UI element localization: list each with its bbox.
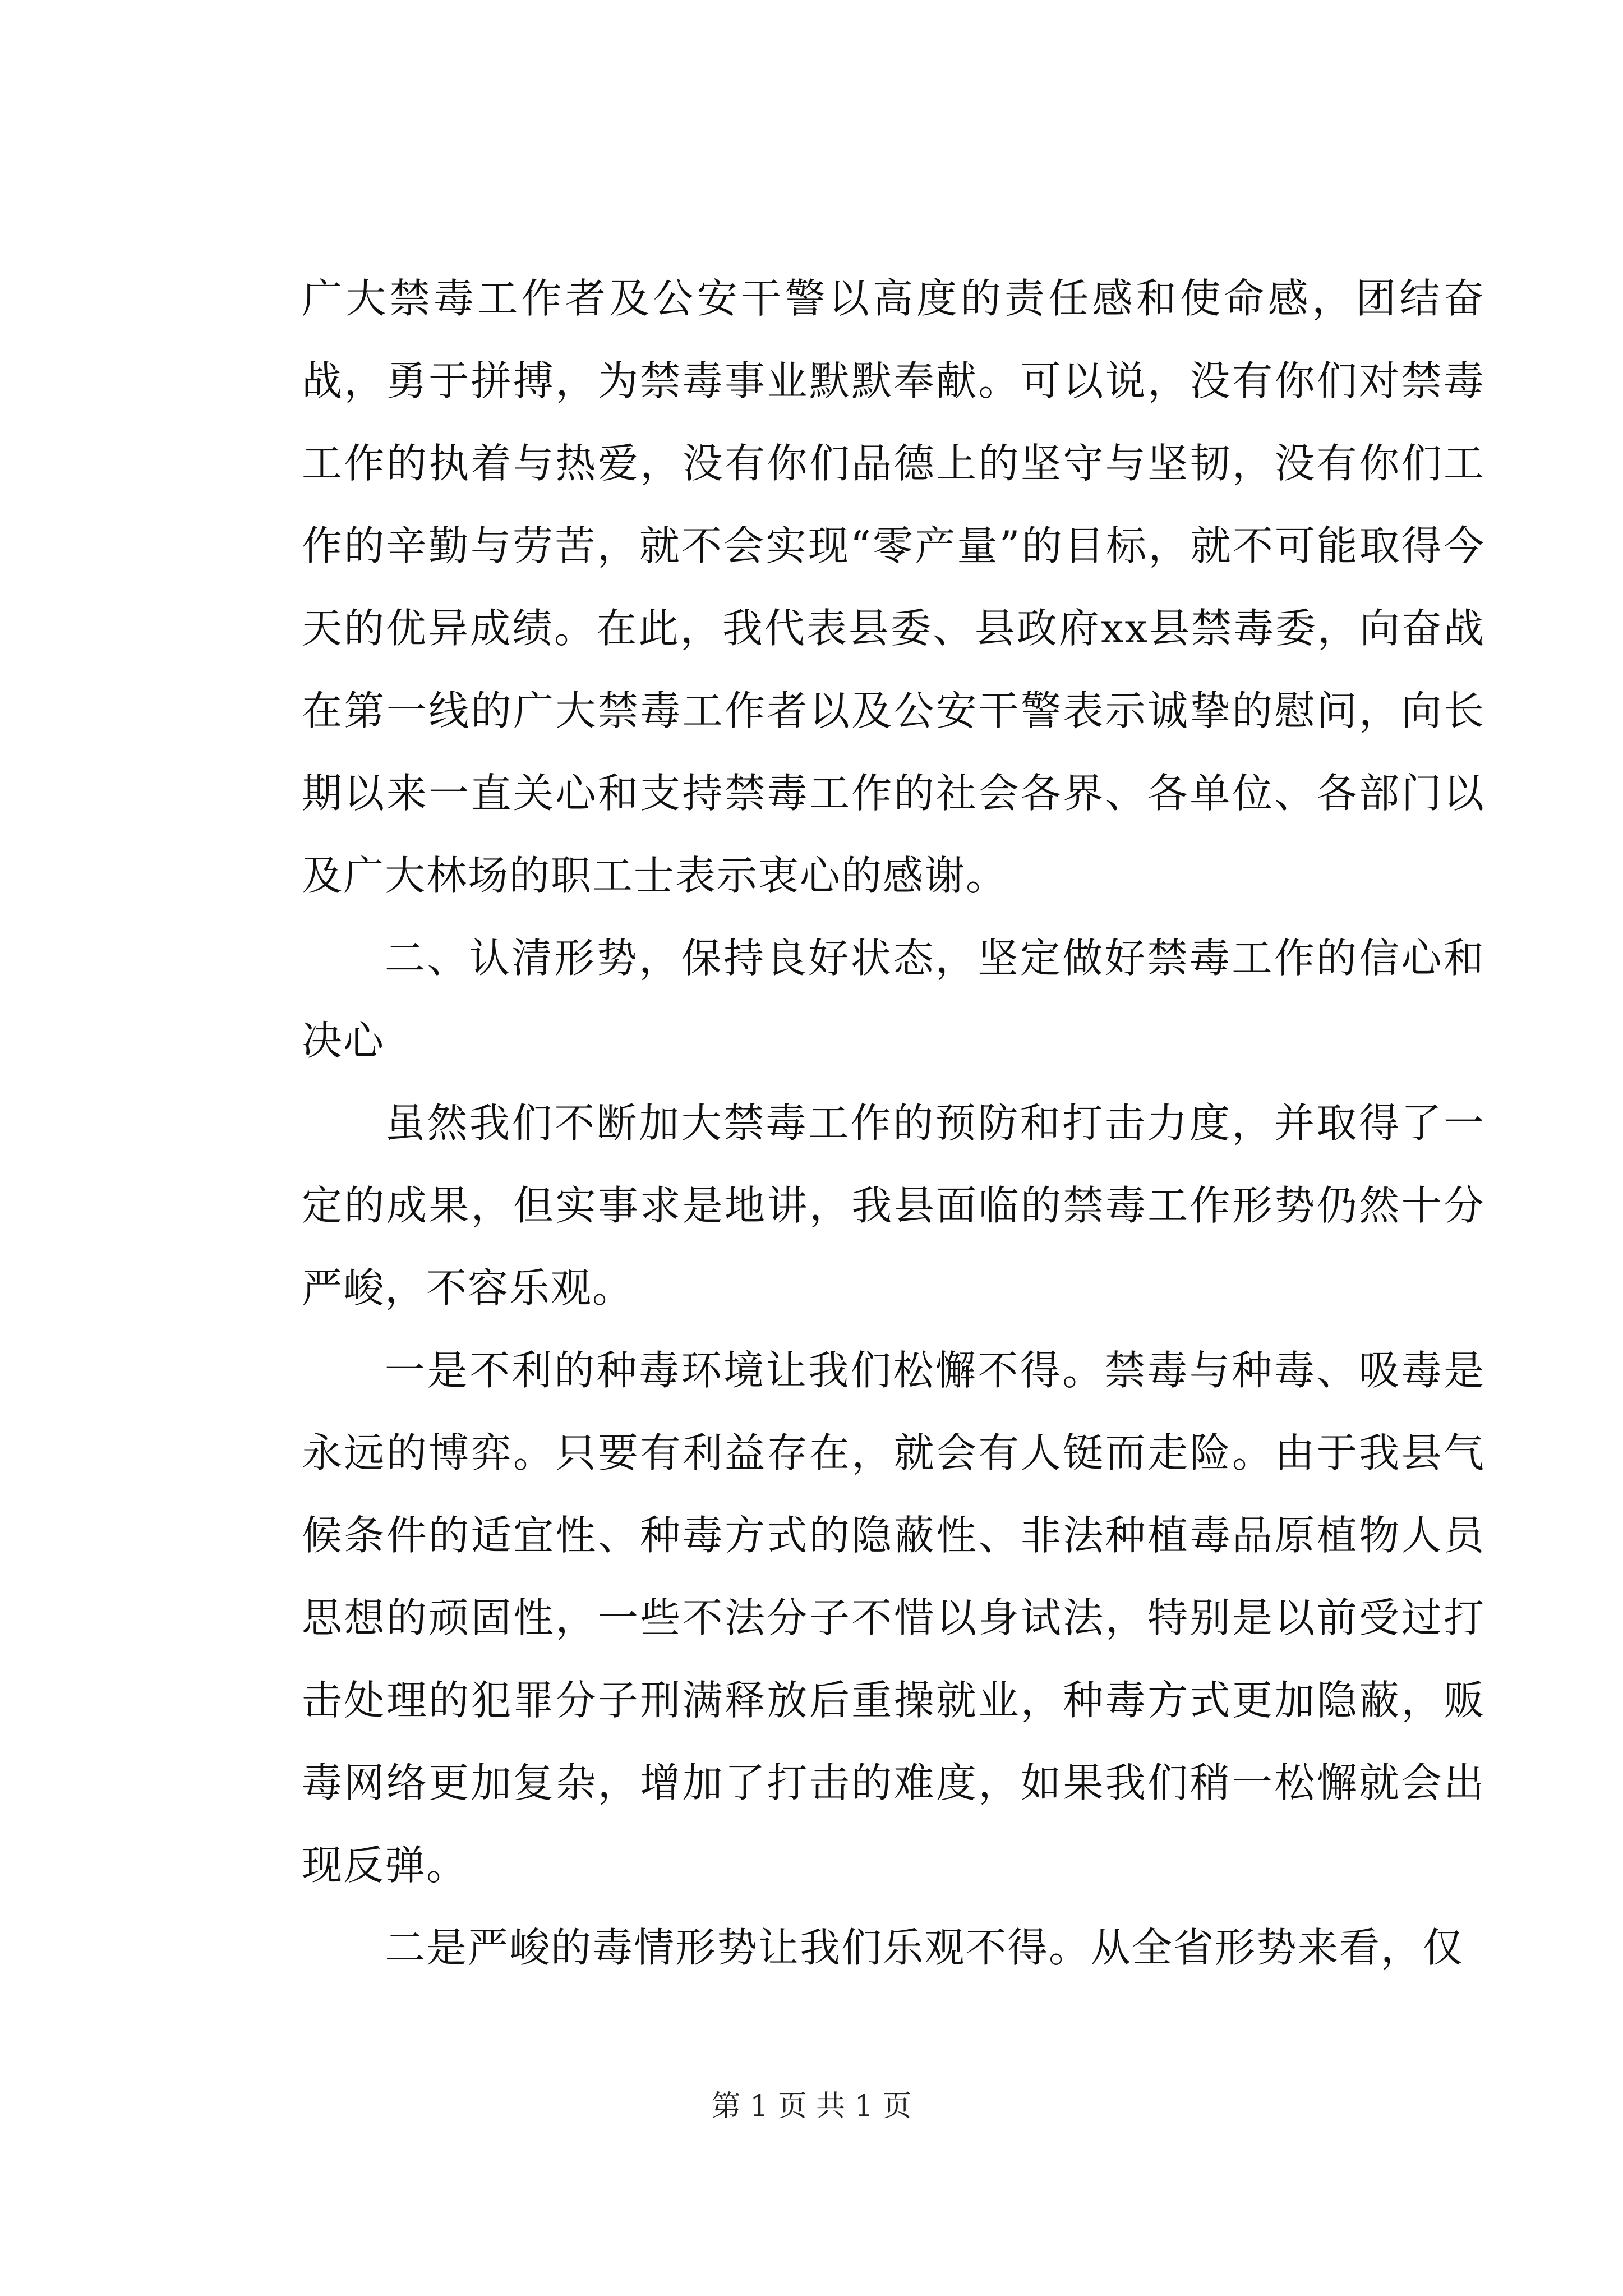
paragraph-1: 广大禁毒工作者及公安干警以高度的责任感和使命感，团结奋战，勇于拼搏，为禁毒事业默默奉献。可以说，没有你们对禁毒工作的执着与热爱，没有你们品德上的坚守与坚韧，没有你们工作的辛勤与劳苦，就不会实现“零产量”的目标，就不可能取得今天的优异成绩。在此，我代表县委、县政府xx县禁毒委，向奋战在第一线的广大禁毒工作者以及公安干警表示诚挚的慰问，向长期以来一直关心和支持禁毒工作的社会各界、各单位、各部门以及广大林场的职工士表示衷心的感谢。 [302, 275, 1485, 899]
paragraph-5: 二是严峻的毒情形势让我们乐观不得。从全省形势来看，仅 [385, 1924, 1464, 1971]
paragraph-3: 虽然我们不断加大禁毒工作的预防和打击力度，并取得了一定的成果，但实事求是地讲，我县面临的禁毒工作形势仍然十分严峻，不容乐观。 [302, 1099, 1485, 1312]
paragraph-4: 一是不利的种毒环境让我们松懈不得。禁毒与种毒、吸毒是永远的博弈。只要有利益存在，就会有人铤而走险。由于我县气候条件的适宜性、种毒方式的隐蔽性、非法种植毒品原植物人员思想的顽固性，一些不法分子不惜以身试法，特别是以前受过打击处理的犯罪分子刑满释放后重操就业，种毒方式更加隐蔽，贩毒网络更加复杂，增加了打击的难度，如果我们稍一松懈就会出现反弹。 [302, 1347, 1485, 1889]
document-body [302, 257, 1485, 1989]
section-heading-2: 二、认清形势，保持良好状态，坚定做好禁毒工作的信心和决心 [302, 935, 1485, 1064]
page-footer: 第 1 页 共 1 页 [711, 2090, 912, 2123]
